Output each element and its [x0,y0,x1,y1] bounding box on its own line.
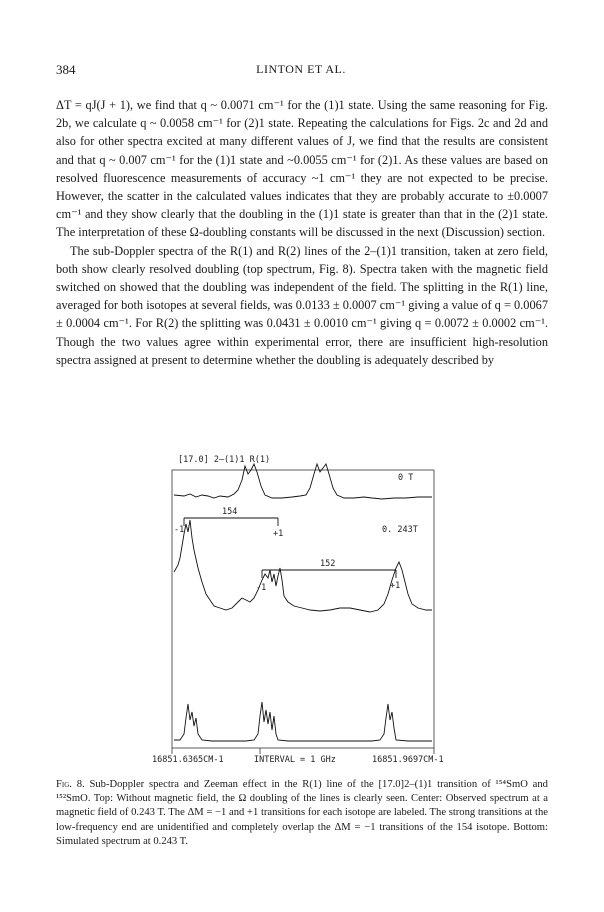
figure-title: [17.0] 2—(1)1 R(1) [178,455,271,465]
plot-frame [172,470,434,748]
figure-8 [150,450,460,770]
axis-label-center: INTERVAL = 1 GHz [254,755,336,765]
spectrum-bottom-trace [174,702,432,741]
label-field: 0. 243T [382,525,418,535]
label-plus1-154: +1 [273,529,284,539]
bracket-154 [184,518,278,526]
spectra-plot [150,450,460,770]
spectrum-top-trace [174,464,432,499]
x-axis-ticks [172,748,434,754]
label-zero-tesla: 0 T [398,473,414,483]
figure-caption [56,778,548,849]
caption-text: Sub-Doppler spectra and Zeeman effect in the R(1) line of the [17.0]2–(1)1 transition of ¹⁵⁴SmO and ¹⁵²SmO. Top: Without magnetic field, the Ω doubling of the lines is clearly seen. Center: Observed spectrum at a magnetic field of 0.243 T. The ΔM = −1 and +1 transitions for each isotope are labeled. The strong transitions at the low-frequency end are unidentified and completely overlap the ΔM = −1 transitions of the 154 isotope. Bottom: Simulated spectrum at 0.243 T. [56,779,548,847]
paragraph-2: The sub-Doppler spectra of the R(1) and R(2) lines of the 2–(1)1 transition, taken at zero field, both show clearly resolved doubling (top spectrum, Fig. 8). Spectra taken with the magnetic field switched on showed that the doubling was independent of the field. The splitting in the R(1) line, averaged for both isotopes at several fields, was 0.0133 ± 0.0007 cm⁻¹ giving a value of q = 0.0067 ± 0.0004 cm⁻¹. For R(2) the splitting was 0.0431 ± 0.0010 cm⁻¹ giving q = 0.0072 ± 0.0002 cm⁻¹. Though the two values agree within experimental error, there are insufficient high-resolution spectra assigned at present to determine whether the doubling is adequately described by [56,243,548,367]
body-text [56,96,548,369]
label-plus1-152: +1 [390,581,401,591]
label-154: 154 [222,507,238,517]
label-minus1-152: -1 [256,583,267,593]
label-minus1-154: -1 [174,525,185,535]
axis-label-right: 16851.9697CM-1 [372,755,444,765]
paragraph-1: ΔT = qJ(J + 1), we find that q ~ 0.0071 cm⁻¹ for the (1)1 state. Using the same reasoning for Fig. 2b, we calculate q ~ 0.0058 cm⁻¹ for (2)1 state. Repeating the calculations for Figs. 2c and 2d and also for other spectra excited at many different values of J, we find that the results are consistent and that q ~ 0.007 cm⁻¹ for the (1)1 state and ~0.0055 cm⁻¹ for (2)1. As these values are based on resolved fluorescence measurements of accuracy ~1 cm⁻¹ they are not expected to be precise. However, the scatter in the calculated values indicates that they are probably accurate to ±0.0007 cm⁻¹ and they show clearly that the doubling in the (1)1 state is greater than that in the (2)1 state. The interpretation of these Ω-doubling constants will be discussed in the next (Discussion) section. [56,98,548,240]
label-152: 152 [320,559,336,569]
page-number: 384 [56,62,76,77]
page-header [56,62,546,82]
axis-label-left: 16851.6365CM-1 [152,755,224,765]
running-head: LINTON ET AL. [256,62,346,76]
bracket-152 [262,570,396,578]
caption-label: Fig. 8. [56,779,85,790]
